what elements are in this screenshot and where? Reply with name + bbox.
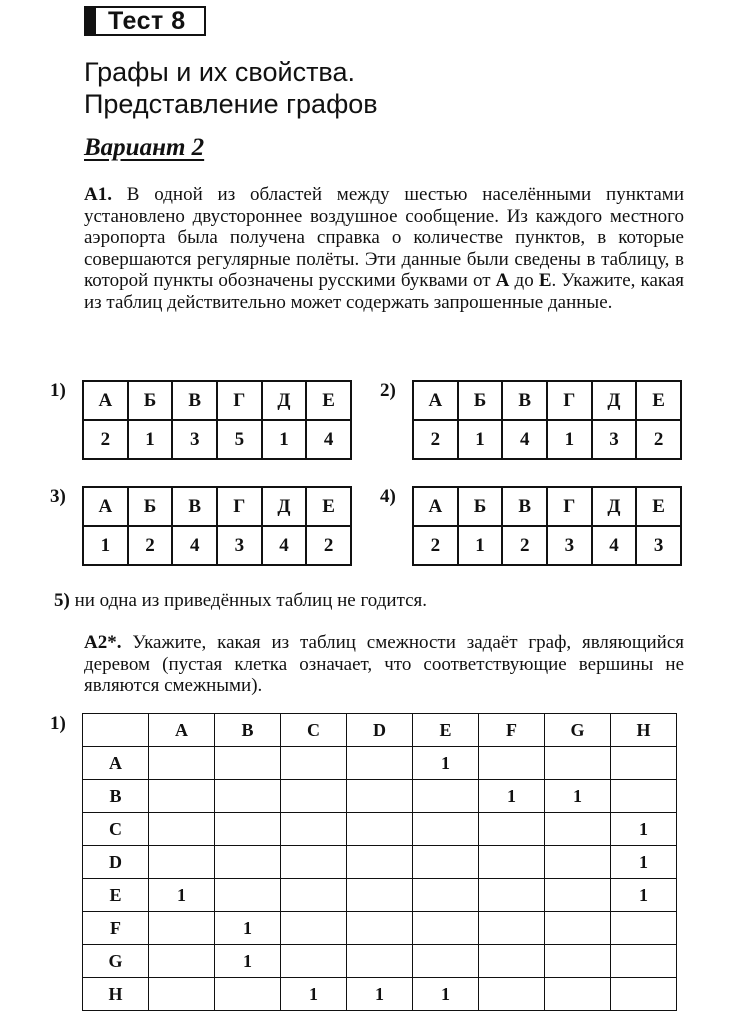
header-cell: Б (128, 381, 173, 420)
value-cell: 1 (547, 420, 592, 459)
title-line-2: Представление графов (84, 89, 378, 119)
a1-option-5 (54, 590, 427, 612)
table-row (83, 978, 677, 1011)
adjacency-cell (413, 780, 479, 813)
adjacency-cell: 1 (149, 879, 215, 912)
row-label-cell: C (83, 813, 149, 846)
table-row (83, 747, 677, 780)
adjacency-cell (479, 912, 545, 945)
adjacency-cell (149, 813, 215, 846)
adjacency-cell: 1 (347, 978, 413, 1011)
adjacency-cell (215, 978, 281, 1011)
adjacency-cell (149, 747, 215, 780)
a1-question (84, 184, 684, 313)
value-cell: 1 (458, 420, 503, 459)
header-cell: C (281, 714, 347, 747)
header-cell: Б (458, 487, 503, 526)
value-cell: 1 (458, 526, 503, 565)
adjacency-cell (215, 846, 281, 879)
adjacency-cell: 1 (215, 912, 281, 945)
table-header-row (83, 381, 351, 420)
header-cell: Г (217, 381, 262, 420)
a1-option-4-table (412, 486, 682, 566)
adjacency-cell (545, 747, 611, 780)
value-cell: 1 (128, 420, 173, 459)
header-cell: G (545, 714, 611, 747)
header-cell: А (413, 487, 458, 526)
header-cell: D (347, 714, 413, 747)
header-cell: F (479, 714, 545, 747)
adjacency-cell (347, 912, 413, 945)
row-label-cell: H (83, 978, 149, 1011)
table-header-row (83, 487, 351, 526)
table-row (83, 813, 677, 846)
a1-option-5-text: ни одна из приведённых таблиц не годится. (69, 590, 428, 611)
a1-option-4-num: 4) (380, 486, 396, 507)
badge-bar (86, 8, 96, 34)
header-cell: Е (306, 487, 351, 526)
value-cell: 1 (83, 526, 128, 565)
a1-option-3-num: 3) (50, 486, 66, 507)
a2-option-1-num: 1) (50, 713, 66, 734)
adjacency-cell (611, 978, 677, 1011)
a1-option-1-num: 1) (50, 380, 66, 401)
a1-option-2-table (412, 380, 682, 460)
adjacency-cell: 1 (545, 780, 611, 813)
adjacency-cell (479, 879, 545, 912)
value-cell: 2 (413, 420, 458, 459)
adjacency-cell: 1 (611, 813, 677, 846)
adjacency-cell (413, 945, 479, 978)
table-header-row (413, 381, 681, 420)
row-label-cell: G (83, 945, 149, 978)
adjacency-cell (611, 747, 677, 780)
header-cell: Б (128, 487, 173, 526)
value-cell: 5 (217, 420, 262, 459)
adjacency-cell (611, 780, 677, 813)
adjacency-cell: 1 (413, 978, 479, 1011)
adjacency-cell (149, 945, 215, 978)
header-cell: В (502, 487, 547, 526)
header-cell: Е (636, 487, 681, 526)
header-cell: Е (306, 381, 351, 420)
row-label-cell: B (83, 780, 149, 813)
header-cell: В (172, 487, 217, 526)
table-row (83, 780, 677, 813)
adjacency-cell (479, 747, 545, 780)
adjacency-cell (215, 780, 281, 813)
adjacency-cell (281, 912, 347, 945)
header-cell: Д (592, 487, 637, 526)
a2-label: А2*. (84, 632, 122, 653)
a1-letter-to: Е (538, 270, 552, 291)
adjacency-cell (611, 945, 677, 978)
adjacency-cell (149, 912, 215, 945)
header-cell: Б (458, 381, 503, 420)
adjacency-cell: 1 (215, 945, 281, 978)
adjacency-cell (347, 747, 413, 780)
value-cell: 3 (217, 526, 262, 565)
adjacency-cell (479, 846, 545, 879)
a1-text-part1: В одной из областей между шестью населёнными пунктами установлено двустороннее воздушное сообщение. Из каждого местного аэропорта была получена справка о количестве пунктов, в которые совершаются регулярные полёты. Эти данные были сведены в таблицу, в которой пункты обозначены русскими буквами от (84, 184, 684, 291)
header-cell: Д (592, 381, 637, 420)
table-header-row (413, 487, 681, 526)
a1-option-5-num: 5) (54, 590, 70, 611)
header-cell: A (149, 714, 215, 747)
header-cell: В (502, 381, 547, 420)
adjacency-cell (215, 813, 281, 846)
header-cell: Г (547, 381, 592, 420)
adjacency-cell (545, 945, 611, 978)
header-cell: E (413, 714, 479, 747)
adjacency-cell (281, 813, 347, 846)
header-cell: Е (636, 381, 681, 420)
a1-label: А1. (84, 184, 112, 205)
value-cell: 4 (502, 420, 547, 459)
row-label-cell: D (83, 846, 149, 879)
adjacency-cell (611, 912, 677, 945)
a1-text-mid: до (509, 270, 539, 291)
header-cell: Д (262, 381, 307, 420)
a1-option-1-table (82, 380, 352, 460)
value-cell: 1 (262, 420, 307, 459)
a1-text-part2: . Укажите, какая из таблиц действительно может содержать запрошенные данные. (84, 270, 685, 313)
adjacency-cell (413, 846, 479, 879)
value-cell: 4 (172, 526, 217, 565)
a1-letter-from: А (495, 270, 510, 291)
page-title (84, 56, 378, 120)
header-cell: Г (547, 487, 592, 526)
adjacency-cell (413, 879, 479, 912)
table-row (413, 420, 681, 459)
adjacency-cell (545, 846, 611, 879)
header-cell: А (83, 381, 128, 420)
adjacency-table (82, 713, 677, 1011)
adjacency-cell (479, 978, 545, 1011)
adjacency-cell (413, 912, 479, 945)
table-row (83, 420, 351, 459)
header-cell: Д (262, 487, 307, 526)
adjacency-cell (281, 780, 347, 813)
value-cell: 3 (636, 526, 681, 565)
adjacency-cell (545, 813, 611, 846)
adjacency-cell (281, 747, 347, 780)
header-cell: H (611, 714, 677, 747)
value-cell: 2 (306, 526, 351, 565)
adjacency-cell (149, 780, 215, 813)
title-line-1: Графы и их свойства. (84, 57, 355, 87)
table-row (83, 879, 677, 912)
adjacency-cell (347, 813, 413, 846)
adjacency-cell (215, 747, 281, 780)
adjacency-cell (479, 945, 545, 978)
header-cell: B (215, 714, 281, 747)
test-badge (84, 6, 206, 36)
adjacency-cell (347, 780, 413, 813)
adjacency-cell (281, 945, 347, 978)
table-row (83, 912, 677, 945)
adjacency-cell (215, 879, 281, 912)
value-cell: 2 (502, 526, 547, 565)
value-cell: 2 (636, 420, 681, 459)
corner-cell (83, 714, 149, 747)
table-header-row (83, 714, 677, 747)
row-label-cell: E (83, 879, 149, 912)
adjacency-cell: 1 (281, 978, 347, 1011)
header-cell: Г (217, 487, 262, 526)
a1-option-2-num: 2) (380, 380, 396, 401)
table-row (413, 526, 681, 565)
adjacency-cell (149, 846, 215, 879)
adjacency-cell (545, 879, 611, 912)
value-cell: 4 (262, 526, 307, 565)
variant-heading: Вариант 2 (84, 134, 205, 161)
value-cell: 3 (547, 526, 592, 565)
adjacency-cell (545, 978, 611, 1011)
value-cell: 3 (172, 420, 217, 459)
adjacency-cell (347, 846, 413, 879)
test-label: Тест 8 (108, 6, 186, 35)
table-row (83, 945, 677, 978)
adjacency-cell (281, 846, 347, 879)
a2-question (84, 632, 684, 697)
adjacency-cell (347, 879, 413, 912)
adjacency-cell (479, 813, 545, 846)
value-cell: 2 (83, 420, 128, 459)
adjacency-cell (413, 813, 479, 846)
adjacency-cell: 1 (611, 846, 677, 879)
header-cell: А (413, 381, 458, 420)
adjacency-cell (149, 978, 215, 1011)
a1-option-3-table (82, 486, 352, 566)
adjacency-cell: 1 (413, 747, 479, 780)
adjacency-cell (281, 879, 347, 912)
value-cell: 3 (592, 420, 637, 459)
adjacency-cell (347, 945, 413, 978)
table-row (83, 846, 677, 879)
adjacency-cell (545, 912, 611, 945)
table-row (83, 526, 351, 565)
header-cell: А (83, 487, 128, 526)
row-label-cell: A (83, 747, 149, 780)
adjacency-cell: 1 (479, 780, 545, 813)
header-cell: В (172, 381, 217, 420)
value-cell: 4 (592, 526, 637, 565)
row-label-cell: F (83, 912, 149, 945)
adjacency-cell: 1 (611, 879, 677, 912)
a2-text: Укажите, какая из таблиц смежности задаёт граф, являющийся деревом (пустая клетка означает, что соответствующие вершины не являются смежными). (84, 632, 684, 696)
value-cell: 2 (128, 526, 173, 565)
value-cell: 4 (306, 420, 351, 459)
value-cell: 2 (413, 526, 458, 565)
